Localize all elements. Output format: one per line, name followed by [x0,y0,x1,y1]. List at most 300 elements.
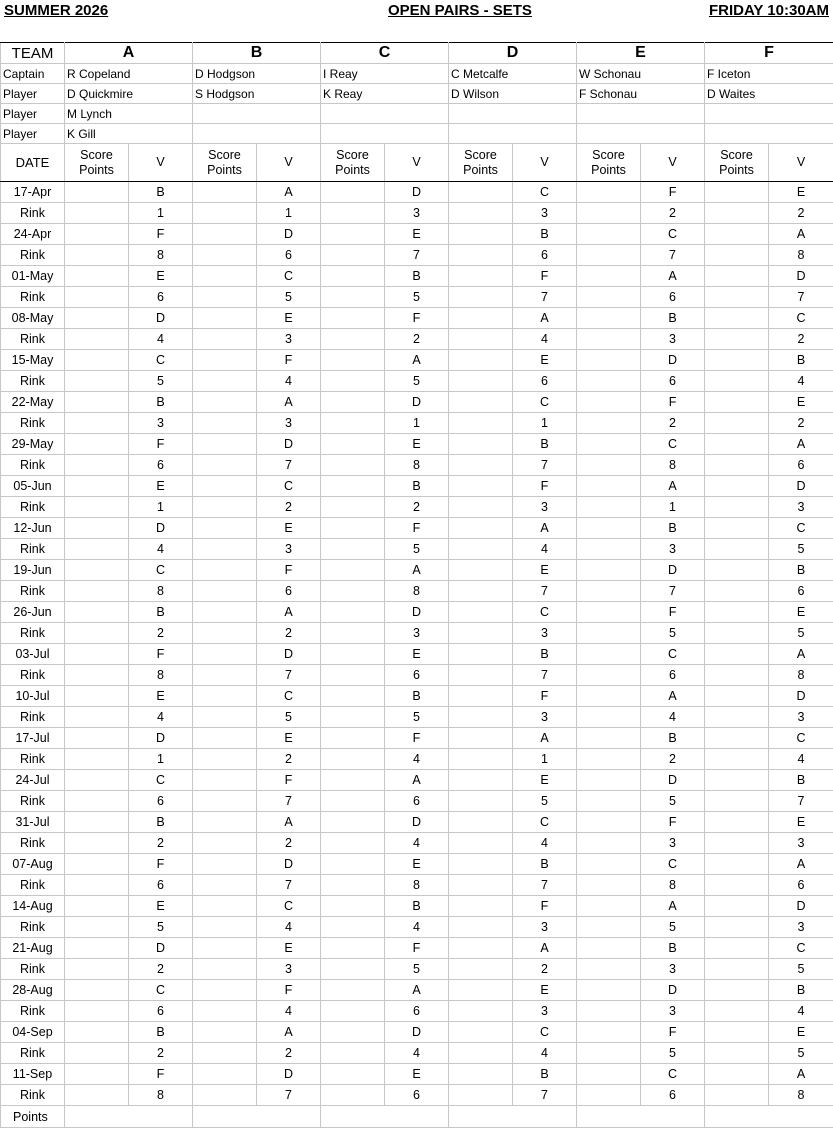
score-cell[interactable] [705,476,769,497]
points-cell[interactable] [65,245,129,266]
score-cell[interactable] [321,896,385,917]
points-cell[interactable] [577,833,641,854]
points-cell[interactable] [449,875,513,896]
score-cell[interactable] [193,1064,257,1085]
points-cell[interactable] [321,245,385,266]
score-cell[interactable] [65,308,129,329]
points-cell[interactable] [321,203,385,224]
points-cell[interactable] [321,959,385,980]
score-cell[interactable] [193,476,257,497]
score-cell[interactable] [193,686,257,707]
points-cell[interactable] [321,749,385,770]
score-cell[interactable] [705,518,769,539]
rink-number: 6 [513,245,577,266]
score-cell[interactable] [449,434,513,455]
team-points-total[interactable] [65,1106,193,1128]
score-cell[interactable] [705,182,769,203]
score-cell[interactable] [65,224,129,245]
score-cell[interactable] [65,980,129,1001]
points-cell[interactable] [193,581,257,602]
score-cell[interactable] [577,812,641,833]
score-cell[interactable] [193,434,257,455]
score-cell[interactable] [193,728,257,749]
points-cell[interactable] [193,329,257,350]
points-cell[interactable] [577,959,641,980]
score-cell[interactable] [321,266,385,287]
opponent-team: E [257,728,321,749]
points-cell[interactable] [193,665,257,686]
score-cell[interactable] [193,224,257,245]
score-cell[interactable] [577,350,641,371]
points-cell[interactable] [449,539,513,560]
score-cell[interactable] [65,938,129,959]
opponent-team: D [257,854,321,875]
opponent-team: D [385,1022,449,1043]
points-cell[interactable] [577,707,641,728]
score-cell[interactable] [65,644,129,665]
points-cell[interactable] [705,833,769,854]
score-cell[interactable] [705,644,769,665]
points-cell[interactable] [321,539,385,560]
score-cell[interactable] [65,770,129,791]
points-cell[interactable] [65,413,129,434]
score-cell[interactable] [705,224,769,245]
score-cell[interactable] [321,854,385,875]
points-cell[interactable] [193,1085,257,1106]
score-cell[interactable] [705,938,769,959]
points-cell[interactable] [577,875,641,896]
points-cell[interactable] [577,1001,641,1022]
points-cell[interactable] [65,623,129,644]
opponent-team: F [257,770,321,791]
score-cell[interactable] [449,602,513,623]
points-cell[interactable] [705,917,769,938]
points-cell[interactable] [577,665,641,686]
score-cell[interactable] [193,644,257,665]
opponent-team: C [641,854,705,875]
score-cell[interactable] [577,602,641,623]
points-cell[interactable] [449,245,513,266]
points-cell[interactable] [449,665,513,686]
points-cell[interactable] [193,707,257,728]
points-cell[interactable] [193,413,257,434]
points-cell[interactable] [321,623,385,644]
score-cell[interactable] [705,812,769,833]
points-cell[interactable] [193,203,257,224]
score-cell[interactable] [449,518,513,539]
score-cell[interactable] [193,812,257,833]
points-cell[interactable] [449,581,513,602]
score-cell[interactable] [65,518,129,539]
fixture-date-row [1,980,833,1001]
score-cell[interactable] [193,854,257,875]
score-cell[interactable] [705,770,769,791]
points-cell[interactable] [65,917,129,938]
score-cell[interactable] [193,518,257,539]
score-cell[interactable] [705,434,769,455]
score-cell[interactable] [449,266,513,287]
score-cell[interactable] [193,266,257,287]
points-cell[interactable] [321,875,385,896]
points-cell[interactable] [449,413,513,434]
rink-number: 5 [641,917,705,938]
points-cell[interactable] [65,497,129,518]
points-cell[interactable] [65,287,129,308]
score-cell[interactable] [705,602,769,623]
points-cell[interactable] [321,287,385,308]
rink-number: 6 [129,875,193,896]
points-cell[interactable] [65,329,129,350]
score-cell[interactable] [577,224,641,245]
score-cell[interactable] [193,392,257,413]
score-cell[interactable] [321,812,385,833]
score-cell[interactable] [577,308,641,329]
points-cell[interactable] [65,959,129,980]
points-cell[interactable] [449,371,513,392]
score-cell[interactable] [577,980,641,1001]
score-cell[interactable] [705,392,769,413]
season-title: SUMMER 2026 [4,0,108,22]
points-cell[interactable] [449,749,513,770]
score-cell[interactable] [193,980,257,1001]
points-cell[interactable] [65,1085,129,1106]
score-cell[interactable] [321,1022,385,1043]
points-cell[interactable] [705,329,769,350]
score-cell[interactable] [577,896,641,917]
team-points-total[interactable] [193,1106,321,1128]
points-cell[interactable] [193,1001,257,1022]
team-points-total[interactable] [705,1106,833,1128]
score-cell[interactable] [705,1022,769,1043]
points-cell[interactable] [193,455,257,476]
points-cell[interactable] [705,455,769,476]
score-cell[interactable] [705,1064,769,1085]
score-cell[interactable] [577,560,641,581]
points-cell[interactable] [65,455,129,476]
score-cell[interactable] [577,728,641,749]
points-cell[interactable] [705,497,769,518]
player-name [321,104,449,124]
score-cell[interactable] [577,770,641,791]
score-cell[interactable] [577,854,641,875]
score-cell[interactable] [705,266,769,287]
score-cell[interactable] [65,1064,129,1085]
points-label: Points [1,1106,65,1128]
opponent-team: C [129,980,193,1001]
rink-label: Rink [1,707,65,728]
points-cell[interactable] [321,1001,385,1022]
points-cell[interactable] [65,791,129,812]
score-cell[interactable] [193,560,257,581]
team-label: TEAM [1,43,65,64]
team-points-total[interactable] [449,1106,577,1128]
score-cell[interactable] [449,938,513,959]
score-cell[interactable] [449,854,513,875]
score-cell[interactable] [577,1022,641,1043]
fixture-date-row [1,350,833,371]
score-cell[interactable] [193,770,257,791]
player-name: M Lynch [65,104,193,124]
score-cell[interactable] [449,308,513,329]
points-cell[interactable] [705,581,769,602]
score-cell[interactable] [449,1022,513,1043]
points-cell[interactable] [705,371,769,392]
score-cell[interactable] [577,266,641,287]
points-cell[interactable] [449,497,513,518]
points-cell[interactable] [705,791,769,812]
points-cell[interactable] [193,959,257,980]
points-cell[interactable] [577,455,641,476]
points-cell[interactable] [449,917,513,938]
points-cell[interactable] [321,497,385,518]
score-cell[interactable] [321,602,385,623]
score-cell[interactable] [65,1022,129,1043]
score-cell[interactable] [321,476,385,497]
points-cell[interactable] [193,287,257,308]
points-cell[interactable] [321,455,385,476]
points-cell[interactable] [193,539,257,560]
score-cell[interactable] [449,728,513,749]
score-cell[interactable] [65,434,129,455]
team-points-total[interactable] [321,1106,449,1128]
points-cell[interactable] [449,329,513,350]
points-cell[interactable] [321,707,385,728]
score-cell[interactable] [577,434,641,455]
fixture-date: 31-Jul [1,812,65,833]
rink-number: 2 [641,203,705,224]
points-cell[interactable] [65,1001,129,1022]
points-cell[interactable] [577,581,641,602]
score-cell[interactable] [321,182,385,203]
opponent-team: E [769,392,833,413]
points-cell[interactable] [65,1043,129,1064]
points-cell[interactable] [577,371,641,392]
points-cell[interactable] [193,245,257,266]
points-cell[interactable] [705,413,769,434]
score-cell[interactable] [65,266,129,287]
points-cell[interactable] [321,833,385,854]
points-cell[interactable] [193,749,257,770]
points-cell[interactable] [193,791,257,812]
points-cell[interactable] [65,749,129,770]
points-cell[interactable] [577,329,641,350]
score-cell[interactable] [321,1064,385,1085]
points-cell[interactable] [321,1043,385,1064]
score-cell[interactable] [705,686,769,707]
score-cell[interactable] [705,854,769,875]
points-cell[interactable] [577,497,641,518]
score-cell[interactable] [65,854,129,875]
opponent-team: C [129,770,193,791]
score-cell[interactable] [65,392,129,413]
points-cell[interactable] [321,413,385,434]
score-cell[interactable] [65,896,129,917]
points-cell[interactable] [65,539,129,560]
score-cell[interactable] [65,812,129,833]
points-cell[interactable] [321,581,385,602]
score-cell[interactable] [577,644,641,665]
points-cell[interactable] [193,875,257,896]
score-cell[interactable] [705,728,769,749]
points-cell[interactable] [193,623,257,644]
points-cell[interactable] [449,1085,513,1106]
score-cell[interactable] [577,392,641,413]
points-cell[interactable] [449,203,513,224]
points-cell[interactable] [449,287,513,308]
score-cell[interactable] [449,560,513,581]
score-cell[interactable] [705,560,769,581]
points-cell[interactable] [577,791,641,812]
points-cell[interactable] [449,833,513,854]
points-cell[interactable] [577,413,641,434]
score-cell[interactable] [193,602,257,623]
points-cell[interactable] [321,665,385,686]
points-cell[interactable] [65,581,129,602]
points-cell[interactable] [577,245,641,266]
team-points-total[interactable] [577,1106,705,1128]
score-cell[interactable] [449,392,513,413]
score-cell[interactable] [321,350,385,371]
points-cell[interactable] [65,371,129,392]
score-cell[interactable] [449,686,513,707]
score-cell[interactable] [321,644,385,665]
score-cell[interactable] [321,770,385,791]
points-cell[interactable] [449,623,513,644]
score-cell[interactable] [705,896,769,917]
score-cell[interactable] [193,938,257,959]
score-cell[interactable] [705,980,769,1001]
points-cell[interactable] [193,833,257,854]
points-cell[interactable] [321,917,385,938]
score-cell[interactable] [65,560,129,581]
score-cell[interactable] [65,686,129,707]
points-cell[interactable] [449,707,513,728]
rink-number: 2 [385,329,449,350]
points-cell[interactable] [449,455,513,476]
score-cell[interactable] [321,560,385,581]
score-cell[interactable] [577,476,641,497]
rink-number: 5 [769,623,833,644]
score-cell[interactable] [449,812,513,833]
score-cell[interactable] [449,182,513,203]
points-cell[interactable] [65,833,129,854]
score-cell[interactable] [577,1064,641,1085]
rink-number: 2 [769,203,833,224]
points-cell[interactable] [65,707,129,728]
score-cell[interactable] [65,602,129,623]
score-cell[interactable] [321,224,385,245]
opponent-team: A [385,770,449,791]
points-cell[interactable] [321,791,385,812]
score-cell[interactable] [449,476,513,497]
points-cell[interactable] [705,203,769,224]
points-cell[interactable] [705,623,769,644]
points-cell[interactable] [65,875,129,896]
points-cell[interactable] [705,539,769,560]
score-cell[interactable] [321,392,385,413]
score-cell[interactable] [321,308,385,329]
points-cell[interactable] [65,665,129,686]
points-cell[interactable] [705,875,769,896]
score-cell[interactable] [65,182,129,203]
score-cell[interactable] [321,728,385,749]
points-cell[interactable] [577,203,641,224]
points-cell[interactable] [65,203,129,224]
points-cell[interactable] [577,539,641,560]
points-cell[interactable] [321,1085,385,1106]
points-cell[interactable] [705,1001,769,1022]
score-cell[interactable] [65,350,129,371]
score-cell[interactable] [577,938,641,959]
points-cell[interactable] [705,665,769,686]
points-cell[interactable] [193,1043,257,1064]
score-cell[interactable] [65,476,129,497]
points-cell[interactable] [193,917,257,938]
rink-label: Rink [1,245,65,266]
fixture-date: 04-Sep [1,1022,65,1043]
score-cell[interactable] [577,182,641,203]
points-cell[interactable] [321,371,385,392]
fixture-date: 17-Apr [1,182,65,203]
points-cell[interactable] [193,497,257,518]
points-cell[interactable] [577,1085,641,1106]
points-cell[interactable] [449,791,513,812]
points-cell[interactable] [193,371,257,392]
score-cell[interactable] [577,686,641,707]
score-cell[interactable] [193,308,257,329]
score-cell[interactable] [193,896,257,917]
score-cell[interactable] [449,350,513,371]
score-cell[interactable] [705,350,769,371]
score-cell[interactable] [577,518,641,539]
points-cell[interactable] [577,623,641,644]
score-cell[interactable] [65,728,129,749]
score-cell[interactable] [449,770,513,791]
points-cell[interactable] [577,917,641,938]
points-cell[interactable] [449,1043,513,1064]
points-cell[interactable] [705,245,769,266]
points-cell[interactable] [577,749,641,770]
points-cell[interactable] [705,1085,769,1106]
score-cell[interactable] [321,980,385,1001]
score-cell[interactable] [321,686,385,707]
score-cell[interactable] [449,1064,513,1085]
score-cell[interactable] [449,224,513,245]
points-cell[interactable] [705,287,769,308]
score-cell[interactable] [321,434,385,455]
score-cell[interactable] [193,182,257,203]
points-cell[interactable] [705,959,769,980]
points-cell[interactable] [705,707,769,728]
points-cell[interactable] [705,749,769,770]
points-cell[interactable] [577,1043,641,1064]
score-cell[interactable] [321,938,385,959]
points-cell[interactable] [705,1043,769,1064]
rink-number: 5 [385,707,449,728]
score-cell[interactable] [449,644,513,665]
points-cell[interactable] [577,287,641,308]
points-cell[interactable] [449,959,513,980]
score-cell[interactable] [449,980,513,1001]
score-cell[interactable] [193,350,257,371]
points-cell[interactable] [449,1001,513,1022]
fixture-rink-row [1,1085,833,1106]
score-cell[interactable] [449,896,513,917]
score-cell[interactable] [193,1022,257,1043]
score-cell[interactable] [705,308,769,329]
score-cell[interactable] [321,518,385,539]
points-cell[interactable] [321,329,385,350]
